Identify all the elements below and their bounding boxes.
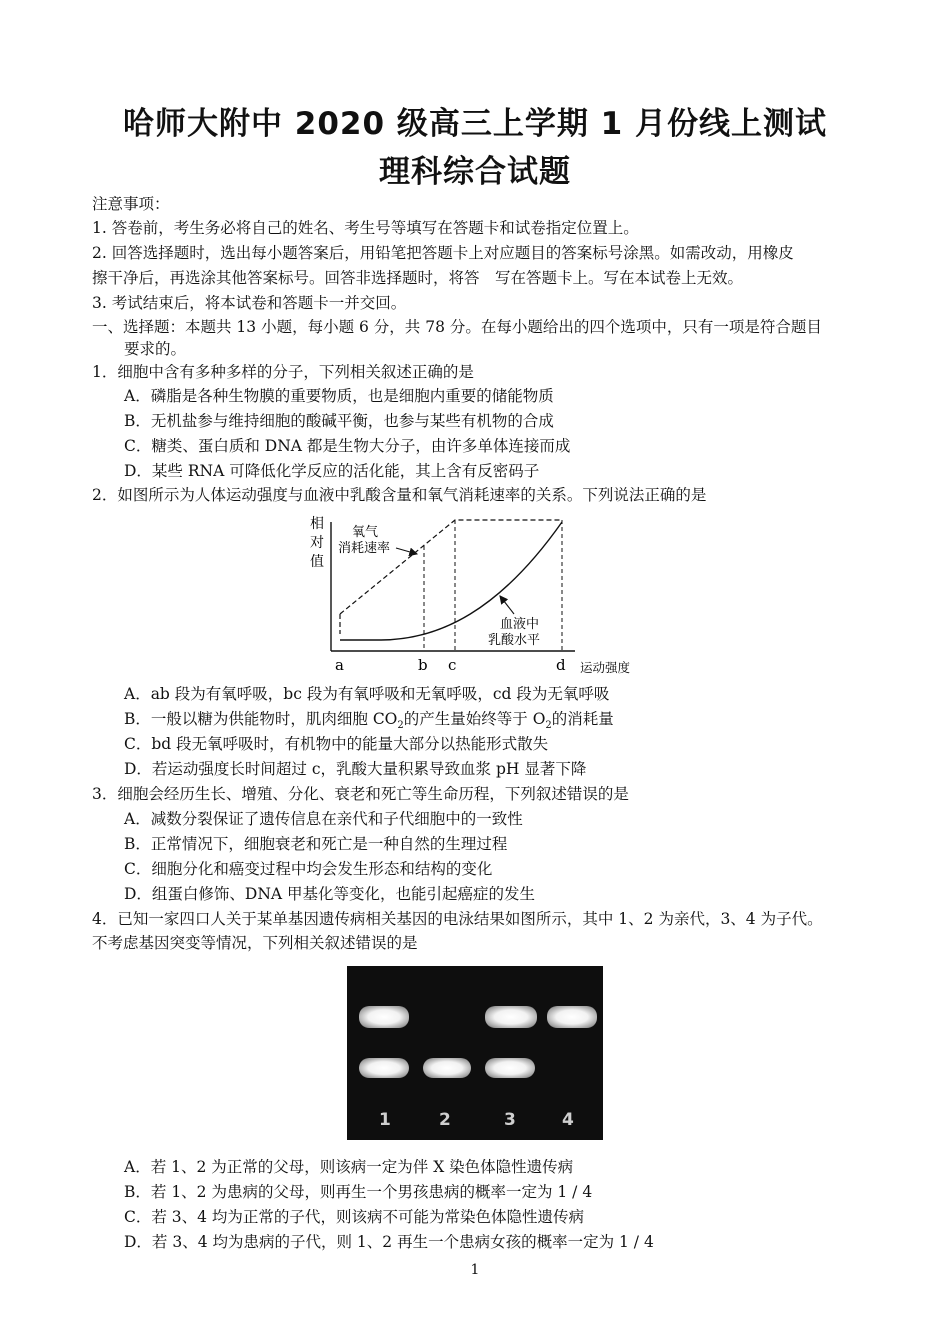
- q2-stem: 2．如图所示为人体运动强度与血液中乳酸含量和氧气消耗速率的关系。下列说法正确的是: [92, 486, 707, 504]
- q1-stem: 1．细胞中含有多种多样的分子，下列相关叙述正确的是: [92, 363, 474, 381]
- gel-band: [547, 1006, 597, 1028]
- gel-band: [485, 1058, 535, 1078]
- tick-c: c: [448, 656, 457, 674]
- q4-option-b: B．若 1、2 为患病的父母，则再生一个男孩患病的概率一定为 1 / 4: [124, 1183, 593, 1201]
- q3-option-a: A．减数分裂保证了遗传信息在亲代和子代细胞中的一致性: [124, 810, 523, 828]
- intensity-graph: [300, 510, 660, 680]
- q2-option-d: D．若运动强度长时间超过 c，乳酸大量积累导致血浆 pH 显著下降: [124, 760, 587, 778]
- exam-subtitle: 理科综合试题: [379, 154, 571, 190]
- q4-stem-2: 不考虑基因突变等情况，下列相关叙述错误的是: [92, 934, 418, 952]
- q1-option-c: C．糖类、蛋白质和 DNA 都是生物大分子，由许多单体连接而成: [124, 437, 571, 455]
- q3-option-c: C．细胞分化和癌变过程中均会发生形态和结构的变化: [124, 860, 493, 878]
- lactate-label-2: 乳酸水平: [488, 633, 541, 648]
- section-heading-cont: 要求的。: [124, 340, 187, 358]
- electrophoresis-gel-image: [347, 966, 603, 1140]
- oxygen-arrow: [396, 548, 417, 554]
- q1-option-d: D．某些 RNA 可降低化学反应的活化能，其上含有反密码子: [124, 462, 540, 480]
- gel-band: [485, 1006, 537, 1028]
- exam-title: 哈师大附中 2020 级高三上学期 1 月份线上测试: [122, 106, 828, 142]
- q1-option-b: B．无机盐参与维持细胞的酸碱平衡，也参与某些有机物的合成: [124, 412, 554, 430]
- note-item-2a: 2. 回答选择题时，选出每小题答案后，用铅笔把答题卡上对应题目的答案标号涂黑。如需改动，用橡皮: [92, 244, 794, 262]
- q3-option-b: B．正常情况下，细胞衰老和死亡是一种自然的生理过程: [124, 835, 508, 853]
- q3-stem: 3．细胞会经历生长、增殖、分化、衰老和死亡等生命历程，下列叙述错误的是: [92, 785, 629, 803]
- note-item-2b: 擦干净后，再选涂其他答案标号。回答非选择题时，将答 写在答题卡上。写在本试卷上无效。: [92, 269, 744, 287]
- oxygen-label-2: 消耗速率: [338, 541, 391, 556]
- q4-option-c: C．若 3、4 均为正常的子代，则该病不可能为常染色体隐性遗传病: [124, 1208, 584, 1226]
- page-number: 1: [470, 1262, 480, 1278]
- q2-option-a: A．ab 段为有氧呼吸，bc 段为有氧呼吸和无氧呼吸，cd 段为无氧呼吸: [124, 685, 610, 703]
- q2-option-c: C．bd 段无氧呼吸时，有机物中的能量大部分以热能形式散失: [124, 735, 549, 753]
- oxygen-label-1: 氧气: [352, 525, 379, 540]
- q4-option-a: A．若 1、2 为正常的父母，则该病一定为伴 X 染色体隐性遗传病: [124, 1158, 574, 1176]
- y-label-1: 相: [310, 516, 324, 532]
- x-axis-label: 运动强度: [580, 660, 631, 675]
- section-heading: 一、选择题：本题共 13 小题，每小题 6 分，共 78 分。在每小题给出的四个选项中，只有一项是符合题目: [92, 318, 822, 336]
- q2-option-b: B．一般以糖为供能物时，肌肉细胞 $CO_2$的产生量始终等于 $O_2$的消耗量: [124, 710, 614, 732]
- tick-a: a: [335, 656, 344, 674]
- lane-label-2: 2: [439, 1110, 451, 1130]
- y-label-3: 值: [310, 554, 324, 570]
- q4-stem-1: 4．已知一家四口人关于某单基因遗传病相关基因的电泳结果如图所示，其中 1、2 为亲代，3、4 为子代。: [92, 910, 823, 928]
- q3-option-d: D．组蛋白修饰、DNA 甲基化等变化，也能引起癌症的发生: [124, 885, 536, 903]
- gel-band: [423, 1058, 471, 1078]
- tick-b: b: [418, 656, 428, 674]
- lactate-label-1: 血液中: [500, 617, 540, 632]
- notes-heading: 注意事项：: [92, 195, 170, 213]
- y-label-2: 对: [310, 535, 324, 551]
- lactate-arrow: [500, 596, 514, 614]
- gel-band: [359, 1058, 409, 1078]
- note-item-3: 3. 考试结束后，将本试卷和答题卡一并交回。: [92, 294, 407, 312]
- q1-option-a: A．磷脂是各种生物膜的重要物质，也是细胞内重要的储能物质: [124, 387, 554, 405]
- note-item-1: 1. 答卷前，考生务必将自己的姓名、考生号等填写在答题卡和试卷指定位置上。: [92, 219, 639, 237]
- lane-label-4: 4: [562, 1110, 574, 1130]
- lane-label-3: 3: [504, 1110, 516, 1130]
- lane-label-1: 1: [379, 1110, 391, 1130]
- tick-d: d: [556, 656, 566, 674]
- gel-band: [359, 1006, 409, 1028]
- q4-option-d: D．若 3、4 均为患病的子代，则 1、2 再生一个患病女孩的概率一定为 1 / 4: [124, 1233, 654, 1251]
